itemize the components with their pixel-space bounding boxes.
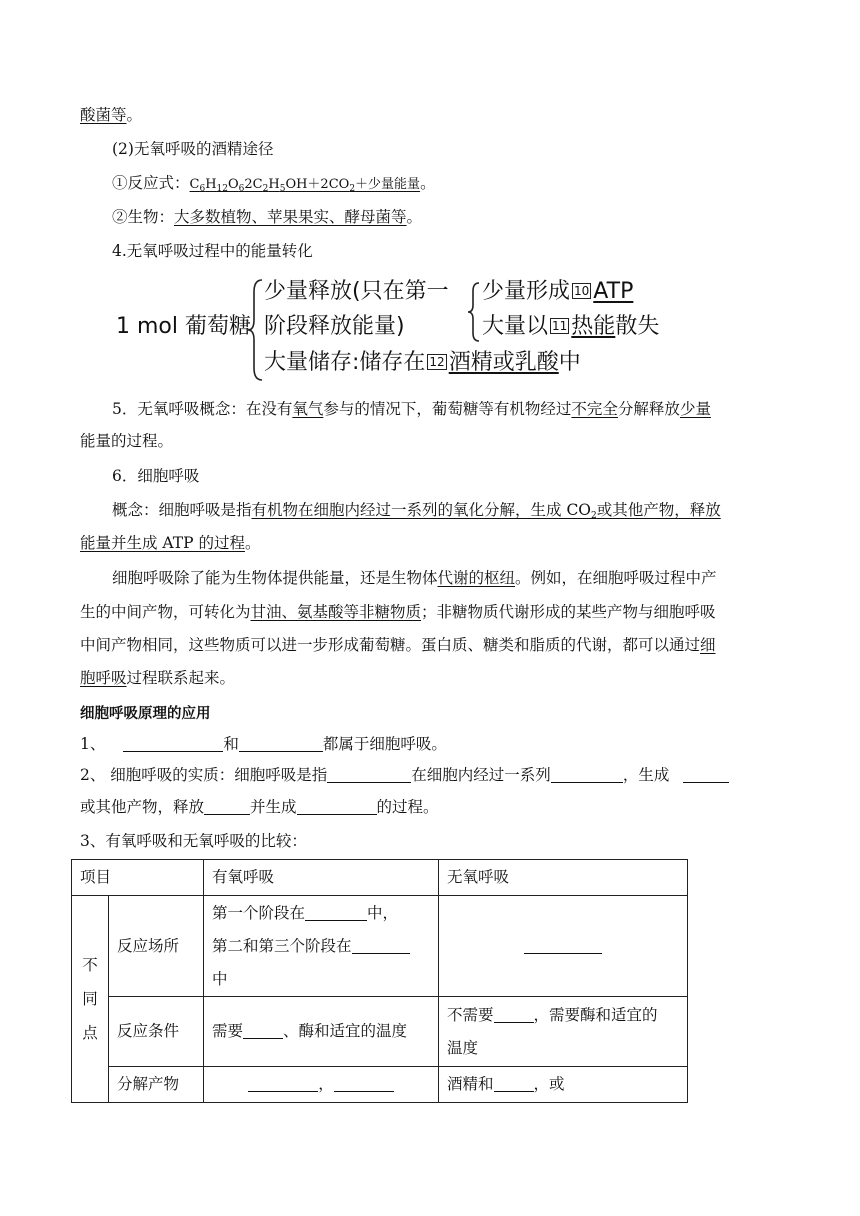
organisms-line: ②生物：大多数植物、苹果果实、酵母菌等。 bbox=[112, 208, 423, 226]
metabolism-para-line4: 胞呼吸过程联系起来。 bbox=[80, 669, 236, 687]
blank-cond-2[interactable] bbox=[494, 1006, 534, 1023]
heading-cell-respiration: 6．细胞呼吸 bbox=[112, 467, 200, 485]
row-label-products: 分解产物 bbox=[109, 1067, 204, 1103]
diagram-store-line: 大量储存:储存在 12 酒精或乳酸中 bbox=[264, 350, 581, 375]
number-box-10: 10 bbox=[574, 284, 590, 298]
question-2-line2: 或其他产物，释放 并生成 的过程。 bbox=[80, 798, 439, 816]
diff-cell: 不 同 点 bbox=[72, 896, 109, 1103]
anaerobic-condition-cell: 不需要 ，需要酶和适宜的 温度 bbox=[439, 997, 688, 1067]
diagram-release-2: 阶段释放能量) bbox=[264, 314, 405, 339]
diagram-root: 1 mol 葡萄糖 bbox=[116, 314, 251, 339]
header-item: 项目 bbox=[72, 860, 204, 896]
blank-prod-3[interactable] bbox=[494, 1075, 534, 1092]
aerobic-site-cell: 第一个阶段在 中， 第二和第三个阶段在 中 bbox=[204, 896, 439, 997]
number-box-11: 11 bbox=[552, 319, 568, 333]
row-label-site: 反应场所 bbox=[109, 896, 204, 997]
anaerobic-definition-line1: 5．无氧呼吸概念：在没有氧气参与的情况下，葡萄糖等有机物经过不完全分解释放少量 bbox=[112, 400, 711, 418]
metabolism-para-line2: 生的中间产物，可转化为甘油、氨基酸等非糖物质；非糖物质代谢形成的某些产物与细胞呼吸 bbox=[80, 603, 716, 621]
anaerobic-definition-line2: 能量的过程。 bbox=[80, 432, 174, 450]
anaerobic-products-cell: 酒精和 ，或 bbox=[439, 1067, 688, 1103]
anaerobic-site-cell bbox=[439, 896, 688, 997]
blank-1b[interactable] bbox=[239, 735, 323, 752]
metabolism-para-line1: 细胞呼吸除了能为生物体提供能量，还是生物体代谢的枢纽。例如，在细胞呼吸过程中产 bbox=[112, 569, 717, 587]
heading-alcohol-pathway: (2)无氧呼吸的酒精途径 bbox=[112, 140, 274, 158]
blank-2d[interactable] bbox=[204, 798, 250, 815]
header-aerobic: 有氧呼吸 bbox=[204, 860, 439, 896]
blank-cond-1[interactable] bbox=[243, 1022, 283, 1039]
metabolism-para-line3: 中间产物相同，这些物质可以进一步形成葡萄糖。蛋白质、糖类和脂质的代谢，都可以通过细 bbox=[80, 636, 716, 654]
blank-site-1[interactable] bbox=[305, 904, 367, 921]
row-label-condition: 反应条件 bbox=[109, 997, 204, 1067]
blank-2c[interactable] bbox=[683, 766, 729, 783]
inner-brace-icon bbox=[467, 281, 481, 343]
blank-prod-1[interactable] bbox=[248, 1075, 318, 1092]
section-title: 细胞呼吸原理的应用 bbox=[80, 706, 211, 722]
reaction-formula-line: ①反应式：$C_6H_{12}O_62C_2H_5OH+2CO_2+$少量能量。 bbox=[112, 174, 436, 194]
question-3: 3、有氧呼吸和无氧呼吸的比较： bbox=[80, 832, 307, 850]
diagram-heat-line: 大量以 11 热能散失 bbox=[482, 314, 660, 339]
aerobic-condition-cell: 需要 、酶和适宜的温度 bbox=[204, 997, 439, 1067]
number-box-12: 12 bbox=[429, 355, 445, 369]
heading-energy-conversion: 4.无氧呼吸过程中的能量转化 bbox=[112, 242, 313, 260]
blank-2b[interactable] bbox=[551, 766, 623, 783]
blank-site-2[interactable] bbox=[352, 937, 410, 954]
blank-2a[interactable] bbox=[327, 766, 411, 783]
diagram-atp-line: 少量形成 10 ATP bbox=[482, 279, 634, 304]
concept-line2: 能量并生成 ATP 的过程。 bbox=[80, 534, 261, 552]
aerobic-products-cell: ， bbox=[204, 1067, 439, 1103]
blank-1a[interactable] bbox=[123, 735, 223, 752]
blank-prod-2[interactable] bbox=[334, 1075, 394, 1092]
left-brace-icon bbox=[246, 278, 264, 382]
concept-line1: 概念：细胞呼吸是指有机物在细胞内经过一系列的氧化分解，生成 $CO_2$或其他产物，释放 bbox=[112, 501, 721, 521]
diagram-release-1: 少量释放(只在第一 bbox=[264, 279, 449, 304]
reaction-formula: $C_6H_{12}O_62C_2H_5OH+2CO_2+$少量能量 bbox=[189, 177, 421, 194]
blank-site-3[interactable] bbox=[524, 937, 602, 954]
line-lactic-bacteria: 酸菌等。 bbox=[80, 106, 143, 124]
blank-2e[interactable] bbox=[297, 798, 377, 815]
question-2-line1: 2、 细胞呼吸的实质：细胞呼吸是指 在细胞内经过一系列 ，生成 bbox=[80, 764, 729, 786]
question-1: 1、 和 都属于细胞呼吸。 bbox=[80, 735, 447, 753]
header-anaerobic: 无氧呼吸 bbox=[439, 860, 688, 896]
comparison-table bbox=[71, 859, 688, 1103]
